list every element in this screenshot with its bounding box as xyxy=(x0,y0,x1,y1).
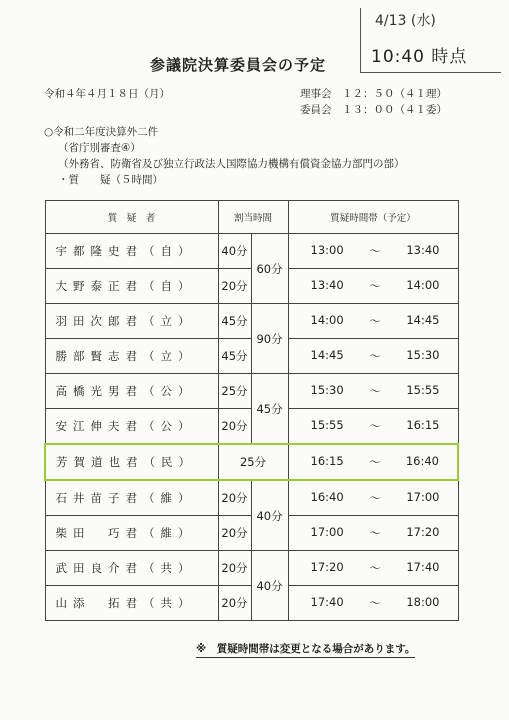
end-time: 14:00 xyxy=(406,278,440,292)
allocated-minutes: 20分 xyxy=(218,269,251,304)
table-row-highlighted xyxy=(45,444,458,480)
start-time: 15:30 xyxy=(310,383,344,397)
table-row xyxy=(45,304,458,339)
committee-meeting-time: 委員会 １３：００（４１委） xyxy=(300,104,447,116)
end-time: 16:40 xyxy=(405,454,440,468)
time-slot xyxy=(288,444,458,480)
agenda-subitem: （省庁別審査④） xyxy=(58,142,141,154)
questioner-name: 宇都隆史君（自） xyxy=(45,234,218,269)
range-separator: 〜 xyxy=(369,279,381,293)
time-slot xyxy=(288,480,458,516)
agenda-questioning: ・質 疑（５時間） xyxy=(58,174,163,186)
time-slot xyxy=(288,304,458,339)
time-slot xyxy=(288,586,458,621)
start-time: 13:00 xyxy=(310,243,344,257)
group-total-minutes: 90分 xyxy=(251,304,288,374)
questioner-name: 大野泰正君（自） xyxy=(45,269,218,304)
start-time: 17:40 xyxy=(310,595,344,609)
range-separator: 〜 xyxy=(369,491,381,505)
header-questioner: 質 疑 者 xyxy=(45,201,218,234)
allocated-minutes: 45分 xyxy=(218,339,251,374)
group-total-minutes: 60分 xyxy=(251,234,288,304)
table-header-row xyxy=(45,201,458,234)
end-time: 15:30 xyxy=(406,348,440,362)
allocated-minutes: 20分 xyxy=(218,409,251,445)
end-time: 17:40 xyxy=(406,560,440,574)
range-separator: 〜 xyxy=(369,349,381,363)
questioner-name: 安江伸夫君（公） xyxy=(45,409,218,445)
header-allocated-time: 割当時間 xyxy=(218,201,288,234)
time-slot xyxy=(288,551,458,586)
range-separator: 〜 xyxy=(369,596,381,610)
questioner-name: 芳賀道也君（民） xyxy=(45,444,218,480)
start-time: 17:00 xyxy=(310,525,344,539)
questioner-name: 武田良介君（共） xyxy=(45,551,218,586)
start-time: 15:55 xyxy=(310,418,344,432)
range-separator: 〜 xyxy=(369,455,381,469)
start-time: 14:45 xyxy=(310,348,344,362)
agenda-scope: （外務省、防衛省及び独立行政法人国際協力機構有償資金協力部門の部） xyxy=(58,158,405,170)
memo-time: 10:40 時点 xyxy=(371,47,468,67)
range-separator: 〜 xyxy=(369,419,381,433)
page-title: 参議院決算委員会の予定 xyxy=(150,56,327,74)
time-slot xyxy=(288,269,458,304)
end-time: 17:00 xyxy=(406,490,440,504)
date-line: 令和４年４月１８日（月） xyxy=(44,88,170,100)
range-separator: 〜 xyxy=(369,384,381,398)
header-time-slot: 質疑時間帯（予定） xyxy=(288,201,458,234)
end-time: 18:00 xyxy=(406,595,440,609)
allocated-minutes: 40分 xyxy=(218,234,251,269)
time-slot xyxy=(288,374,458,409)
start-time: 16:15 xyxy=(310,454,344,468)
board-meeting-time: 理事会 １２：５０（４１理） xyxy=(300,88,447,100)
time-slot xyxy=(288,339,458,374)
allocated-minutes: 25分 xyxy=(218,374,251,409)
group-total-minutes: 40分 xyxy=(251,480,288,551)
questioner-name: 高橋光男君（公） xyxy=(45,374,218,409)
start-time: 13:40 xyxy=(310,278,344,292)
table-row xyxy=(45,234,458,269)
end-time: 16:15 xyxy=(406,418,440,432)
start-time: 14:00 xyxy=(310,313,344,327)
end-time: 15:55 xyxy=(406,383,440,397)
allocated-minutes: 45分 xyxy=(218,304,251,339)
questioning-schedule-table xyxy=(44,200,459,621)
questioner-name: 山添 拓君（共） xyxy=(45,586,218,621)
allocated-minutes: 20分 xyxy=(218,480,251,516)
agenda-item: ○令和二年度決算外二件 xyxy=(44,126,159,138)
time-slot xyxy=(288,409,458,445)
questioner-name: 羽田次郎君（立） xyxy=(45,304,218,339)
memo-date: 4/13 (水) xyxy=(375,13,436,29)
table-row xyxy=(45,480,458,516)
range-separator: 〜 xyxy=(369,526,381,540)
start-time: 17:20 xyxy=(310,560,344,574)
table-row xyxy=(45,551,458,586)
schedule-change-note: ※ 質疑時間帯は変更となる場合があります。 xyxy=(196,641,415,658)
end-time: 13:40 xyxy=(406,243,440,257)
group-total-minutes: 40分 xyxy=(251,551,288,621)
allocated-minutes: 20分 xyxy=(218,516,251,551)
allocated-minutes: 20分 xyxy=(218,586,251,621)
range-separator: 〜 xyxy=(369,244,381,258)
handwritten-memo xyxy=(360,8,501,73)
time-slot xyxy=(288,516,458,551)
allocated-minutes: 25分 xyxy=(218,444,288,480)
end-time: 14:45 xyxy=(406,313,440,327)
start-time: 16:40 xyxy=(310,490,344,504)
questioner-name: 柴田 巧君（維） xyxy=(45,516,218,551)
table-row xyxy=(45,374,458,409)
group-total-minutes: 45分 xyxy=(251,374,288,445)
end-time: 17:20 xyxy=(406,525,440,539)
allocated-minutes: 20分 xyxy=(218,551,251,586)
questioner-name: 石井苗子君（維） xyxy=(45,480,218,516)
range-separator: 〜 xyxy=(369,561,381,575)
questioner-name: 勝部賢志君（立） xyxy=(45,339,218,374)
range-separator: 〜 xyxy=(369,314,381,328)
time-slot xyxy=(288,234,458,269)
